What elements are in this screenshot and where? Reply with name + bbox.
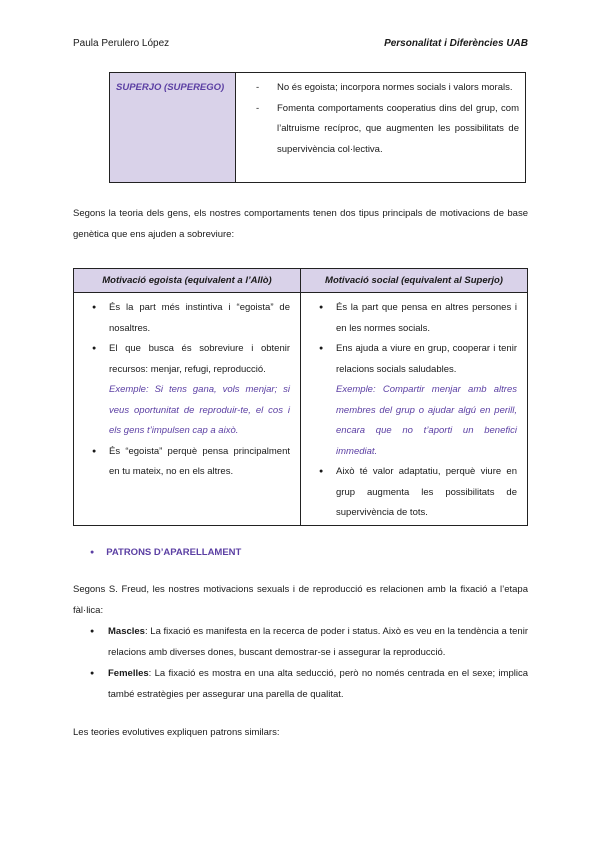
- social-cell: [301, 293, 528, 526]
- list-item: [90, 663, 528, 705]
- social-item-3: Això té valor adaptatiu, perquè viure en grup augmenta les possibilitats de supervivència de tots.: [336, 466, 517, 518]
- superjo-table: [109, 72, 526, 183]
- social-list: [301, 293, 527, 524]
- list-item: [90, 621, 528, 663]
- egoist-item-3: És “egoista” perquè pensa principalment en tu mateix, no en els altres.: [109, 445, 290, 477]
- superjo-label: SUPERJO (SUPEREGO): [116, 82, 225, 93]
- egoist-example: Exemple: Si tens gana, vols menjar; si veus oportunitat de reproduir-te, el cos i els gens t’impulsen cap a això.: [109, 384, 290, 436]
- males-label: Mascles: [108, 626, 145, 637]
- header-course: Personalitat i Diferències UAB: [384, 38, 528, 49]
- social-item-1: És la part que pensa en altres persones i en les normes socials.: [336, 302, 517, 334]
- header-author: Paula Perulero López: [73, 38, 170, 49]
- list-item: - No és egoista; incorpora normes socials i valors morals.: [256, 78, 519, 99]
- motivations-table: [73, 268, 528, 526]
- superjo-label-cell: [110, 73, 236, 183]
- list-item: [321, 339, 517, 462]
- list-item: [321, 462, 517, 524]
- social-item-2: Ens ajuda a viure en grup, cooperar i tenir relacions socials saludables.: [336, 343, 517, 375]
- females-label: Femelles: [108, 668, 149, 679]
- col-header-social: Motivació social (equivalent al Superjo): [301, 269, 528, 293]
- section-title: PATRONS D’APARELLAMENT: [106, 547, 242, 558]
- intro-paragraph: Segons la teoria dels gens, els nostres comportaments tenen dos tipus principals de motivacions de base genètica que ens ajuden a sobreviure:: [73, 208, 528, 240]
- egoist-item-1: És la part més instintiva i “egoista” de nosaltres.: [109, 302, 290, 334]
- egoist-cell: [74, 293, 301, 526]
- egoist-list: [74, 293, 300, 483]
- egoist-item-2: El que busca és sobreviure i obtenir recursos: menjar, refugi, reproducció.: [109, 343, 290, 375]
- social-example: Exemple: Compartir menjar amb altres membres del grup o ajudar algú en perill, encara que no t’aporti un benefici immediat.: [336, 384, 517, 457]
- list-item: [94, 442, 290, 483]
- col-header-egoist: Motivació egoista (equivalent a l’Allò): [74, 269, 301, 293]
- males-text: : La fixació es manifesta en la recerca de poder i status. Això es veu en la tendència a tenir relacions amb diverses dones, buscant demostrar-se i assegurar la reproducció.: [108, 626, 528, 658]
- section-heading: [90, 547, 241, 558]
- patterns-list: [90, 621, 528, 705]
- list-item: - Fomenta comportaments cooperatius dins del grup, com l’altruisme recíproc, que augmenten les possibilitats de supervivència col·lectiva.: [256, 99, 519, 161]
- list-item: [94, 339, 290, 442]
- superjo-list: [236, 73, 525, 160]
- females-text: : La fixació es mostra en una alta seducció, però no només centrada en el sexe; implica també estratègies per assegurar una parella de qualitat.: [108, 668, 528, 700]
- bullet-icon: ●: [90, 549, 95, 556]
- list-item: [321, 298, 517, 339]
- closing-paragraph: Les teories evolutives expliquen patrons similars:: [73, 727, 280, 738]
- freud-paragraph: Segons S. Freud, les nostres motivacions sexuals i de reproducció es relacionen amb la fixació a l’etapa fàl·lica:: [73, 584, 528, 616]
- superjo-content-cell: [236, 73, 526, 183]
- list-item: [94, 298, 290, 339]
